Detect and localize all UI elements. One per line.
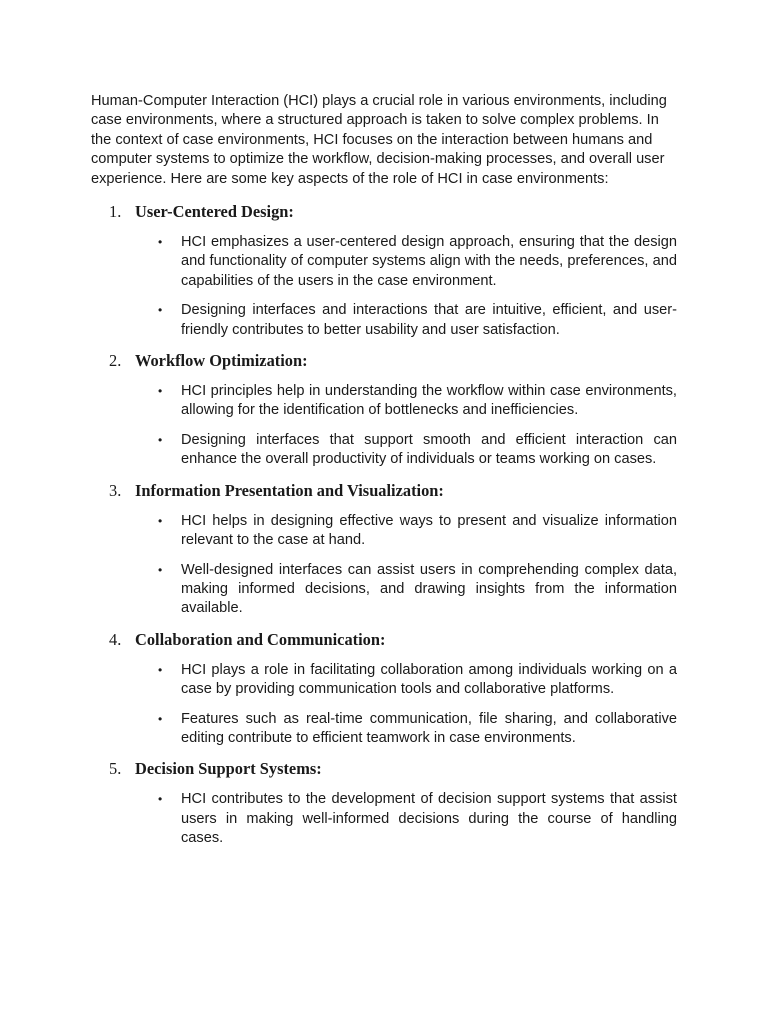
bullet-text: Well-designed interfaces can assist users in comprehending complex data, making informed decisions, and drawing insights from the information available.: [181, 561, 677, 617]
bullet-icon: •: [158, 662, 163, 677]
section-decision-support: [91, 758, 677, 848]
section-workflow-optimization: [91, 350, 677, 470]
section-heading: [91, 350, 677, 372]
bullet-text: HCI plays a role in facilitating collaboration among individuals working on a case by providing communication tools and collaborative platforms.: [181, 661, 677, 698]
bullet-text: HCI contributes to the development of decision support systems that assist users in making well-informed decisions during the course of handling cases.: [181, 791, 677, 847]
bullet-icon: •: [158, 384, 163, 399]
bullet-item: [91, 301, 677, 340]
bullet-item: [91, 710, 677, 749]
section-number: 5.: [109, 759, 122, 779]
section-heading: [91, 201, 677, 223]
bullet-icon: •: [158, 303, 163, 318]
section-title: Collaboration and Communication:: [135, 629, 386, 649]
section-heading: [91, 480, 677, 502]
section-collaboration-communication: [91, 629, 677, 749]
section-heading: [91, 629, 677, 651]
bullet-icon: •: [158, 235, 163, 250]
bullet-item: [91, 512, 677, 551]
bullet-text: HCI principles help in understanding the workflow within case environments, allowing for the identification of bottlenecks and inefficiencies.: [181, 383, 677, 419]
bullet-icon: •: [158, 792, 163, 807]
bullet-icon: •: [158, 562, 163, 577]
section-number: 3.: [109, 480, 122, 500]
section-list: [91, 201, 677, 849]
document-page: [91, 92, 677, 859]
bullet-text: HCI emphasizes a user-centered design approach, ensuring that the design and functionality of computer systems align with the needs, preferences, and capabilities of the users in the case environment.: [181, 234, 677, 289]
bullet-text: Designing interfaces and interactions that are intuitive, efficient, and user-friendly contributes to better usability and user satisfaction.: [181, 302, 677, 338]
section-user-centered-design: [91, 201, 677, 340]
bullet-text: Designing interfaces that support smooth and efficient interaction can enhance the overall productivity of individuals or teams working on cases.: [181, 431, 677, 468]
section-title: Workflow Optimization:: [135, 351, 308, 371]
bullet-list: [91, 382, 677, 470]
bullet-text: Features such as real-time communication, file sharing, and collaborative editing contribute to efficient teamwork in case environments.: [181, 710, 677, 746]
bullet-text: HCI helps in designing effective ways to present and visualize information relevant to the case at hand.: [181, 512, 677, 549]
bullet-list: [91, 661, 677, 749]
intro-paragraph: Human-Computer Interaction (HCI) plays a crucial role in various environments, including case environments, where a structured approach is taken to solve complex problems. In the context of case environments, HCI focuses on the interaction between humans and computer systems to optimize the workflow, decision-making processes, and overall user experience. Here are some key aspects of the role of HCI in case environments:: [91, 93, 667, 187]
bullet-item: [91, 790, 677, 848]
bullet-list: [91, 233, 677, 340]
section-heading: [91, 758, 677, 780]
bullet-item: [91, 233, 677, 291]
bullet-item: [91, 561, 677, 619]
bullet-icon: •: [158, 711, 163, 726]
section-title: Decision Support Systems:: [135, 759, 322, 779]
section-number: 2.: [109, 351, 122, 371]
bullet-list: [91, 512, 677, 619]
section-title: User-Centered Design:: [135, 202, 294, 222]
section-number: 1.: [109, 202, 122, 222]
bullet-item: [91, 382, 677, 421]
bullet-list: [91, 790, 677, 848]
bullet-icon: •: [158, 432, 163, 447]
bullet-item: [91, 661, 677, 700]
section-information-presentation: [91, 480, 677, 619]
section-title: Information Presentation and Visualization:: [135, 480, 444, 500]
bullet-item: [91, 431, 677, 470]
section-number: 4.: [109, 629, 122, 649]
bullet-icon: •: [158, 513, 163, 528]
